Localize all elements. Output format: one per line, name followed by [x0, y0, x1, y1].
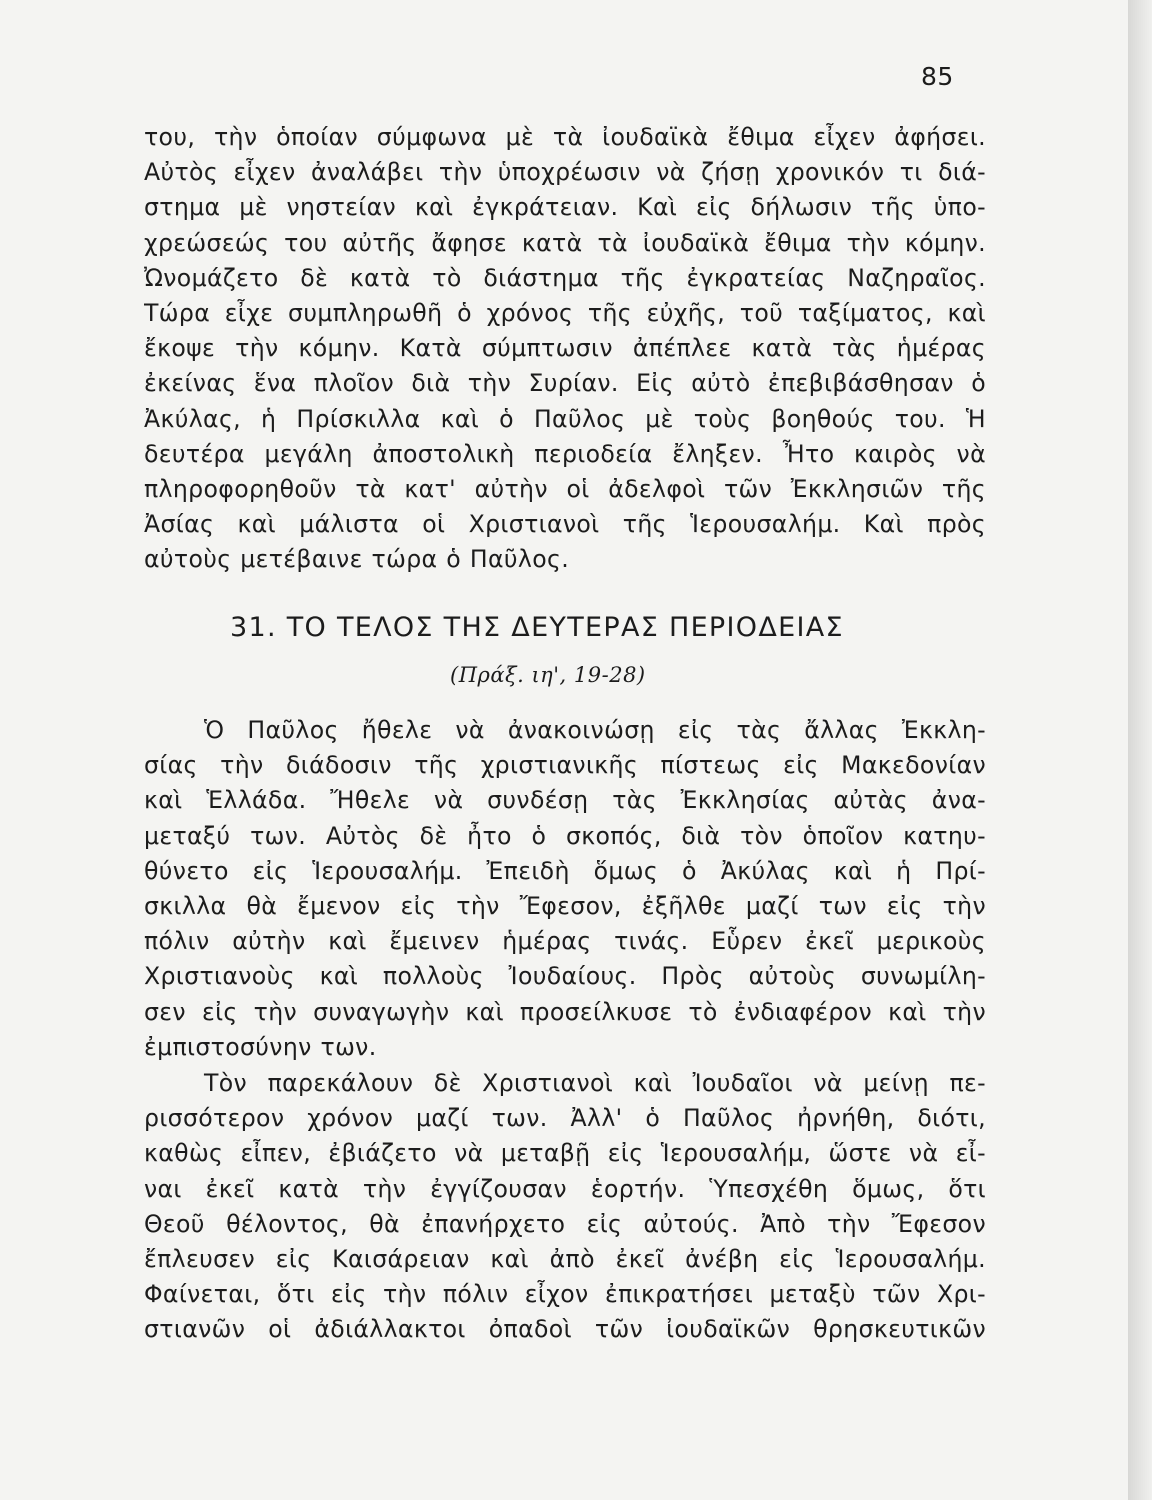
paragraph-2 — [144, 713, 986, 1065]
text-line: ἔπλευσεν εἰς Καισάρειαν καὶ ἀπὸ ἐκεῖ ἀνέβη εἰς Ἱερουσαλήμ. — [144, 1244, 986, 1273]
text-line: Ὠνομάζετο δὲ κατὰ τὸ διάστημα τῆς ἐγκρατείας Ναζηραῖος. — [144, 263, 986, 292]
text-line: χρεώσεώς του αὐτῆς ἄφησε κατὰ τὰ ἰουδαϊκὰ ἔθιμα τὴν κόμην. — [144, 228, 986, 257]
text-line: του, τὴν ὁποίαν σύμφωνα μὲ τὰ ἰουδαϊκὰ ἔθιμα εἶχεν ἀφήσει. — [144, 123, 986, 151]
text-line: Φαίνεται, ὅτι εἰς τὴν πόλιν εἶχον ἐπικρατήσει μεταξὺ τῶν Χρι- — [144, 1280, 986, 1309]
text-line: ρισσότερον χρόνον μαζί των. Ἀλλ' ὁ Παῦλος ἠρνήθη, διότι, — [144, 1104, 986, 1133]
text-line: Τώρα εἶχε συμπληρωθῆ ὁ χρόνος τῆς εὐχῆς, τοῦ ταξίματος, καὶ — [144, 298, 986, 327]
text-line: Τὸν παρεκάλουν δὲ Χριστιανοὶ καὶ Ἰουδαῖοι νὰ μείνῃ πε- — [204, 1069, 986, 1097]
scripture-reference: (Πράξ. ιη', 19-28) — [450, 663, 646, 687]
text-line: ναι ἐκεῖ κατὰ τὴν ἐγγίζουσαν ἑορτήν. Ὑπεσχέθη ὅμως, ὅτι — [144, 1174, 986, 1203]
text-line: στιανῶν οἱ ἀδιάλλακτοι ὀπαδοὶ τῶν ἰουδαϊκῶν θρησκευτικῶν — [144, 1315, 986, 1344]
paragraph-1 — [144, 120, 986, 577]
text-line: Θεοῦ θέλοντος, θὰ ἐπανήρχετο εἰς αὐτούς. Ἀπὸ τὴν Ἔφεσον — [144, 1209, 986, 1238]
text-line: στημα μὲ νηστείαν καὶ ἐγκράτειαν. Καὶ εἰς δήλωσιν τῆς ὑπο- — [144, 193, 986, 222]
text-line: δευτέρα μεγάλη ἀποστολικὴ περιοδεία ἔληξεν. Ἦτο καιρὸς νὰ — [144, 439, 986, 468]
text-line: σκιλλα θὰ ἔμενον εἰς τὴν Ἔφεσον, ἐξῆλθε μαζί των εἰς τὴν — [144, 891, 986, 920]
text-line: σίας τὴν διάδοσιν τῆς χριστιανικῆς πίστεως εἰς Μακεδονίαν — [144, 751, 986, 780]
page-edge — [1128, 0, 1152, 1500]
text-line: Χριστιανοὺς καὶ πολλοὺς Ἰουδαίους. Πρὸς αὐτοὺς συνωμίλη- — [144, 962, 986, 991]
text-line: θύνετο εἰς Ἱερουσαλήμ. Ἐπειδὴ ὅμως ὁ Ἀκύλας καὶ ἡ Πρί- — [144, 856, 986, 885]
text-line: πόλιν αὐτὴν καὶ ἔμεινεν ἡμέρας τινάς. Εὗρεν ἐκεῖ μερικοὺς — [144, 927, 986, 956]
section-heading: 31. ΤΟ ΤΕΛΟΣ ΤΗΣ ΔΕΥΤΕΡΑΣ ΠΕΡΙΟΔΕΙΑΣ — [230, 612, 844, 643]
text-line: σεν εἰς τὴν συναγωγὴν καὶ προσείλκυσε τὸ ἐνδιαφέρον καὶ τὴν — [144, 997, 986, 1026]
paragraph-3 — [144, 1066, 986, 1348]
text-line: πληροφορηθοῦν τὰ κατ' αὐτὴν οἱ ἀδελφοὶ τῶν Ἐκκλησιῶν τῆς — [144, 474, 986, 503]
text-line: καθὼς εἶπεν, ἐβιάζετο νὰ μεταβῇ εἰς Ἱερουσαλήμ, ὥστε νὰ εἶ- — [144, 1139, 986, 1168]
text-line: καὶ Ἑλλάδα. Ἤθελε νὰ συνδέσῃ τὰς Ἐκκλησίας αὐτὰς ἀνα- — [144, 786, 986, 815]
text-line: Ἀσίας καὶ μάλιστα οἱ Χριστιανοὶ τῆς Ἱερουσαλήμ. Καὶ πρὸς — [144, 510, 986, 539]
text-line: ἐκείνας ἕνα πλοῖον διὰ τὴν Συρίαν. Εἰς αὐτὸ ἐπεβιβάσθησαν ὁ — [144, 369, 986, 398]
page-number: 85 — [921, 62, 954, 91]
text-line: αὐτοὺς μετέβαινε τώρα ὁ Παῦλος. — [144, 545, 570, 574]
text-line: Ἀκύλας, ἡ Πρίσκιλλα καὶ ὁ Παῦλος μὲ τοὺς βοηθούς του. Ἡ — [144, 404, 986, 433]
text-line: ἐμπιστοσύνην των. — [144, 1032, 377, 1061]
text-line: Ὁ Παῦλος ἤθελε νὰ ἀνακοινώσῃ εἰς τὰς ἄλλας Ἐκκλη- — [204, 716, 986, 744]
text-line: Αὐτὸς εἶχεν ἀναλάβει τὴν ὑποχρέωσιν νὰ ζήσῃ χρονικόν τι διά- — [144, 158, 986, 187]
text-line: ἔκοψε τὴν κόμην. Κατὰ σύμπτωσιν ἀπέπλεε κατὰ τὰς ἡμέρας — [144, 334, 986, 363]
text-line: μεταξύ των. Αὐτὸς δὲ ἦτο ὁ σκοπός, διὰ τὸν ὁποῖον κατηυ- — [144, 821, 986, 850]
